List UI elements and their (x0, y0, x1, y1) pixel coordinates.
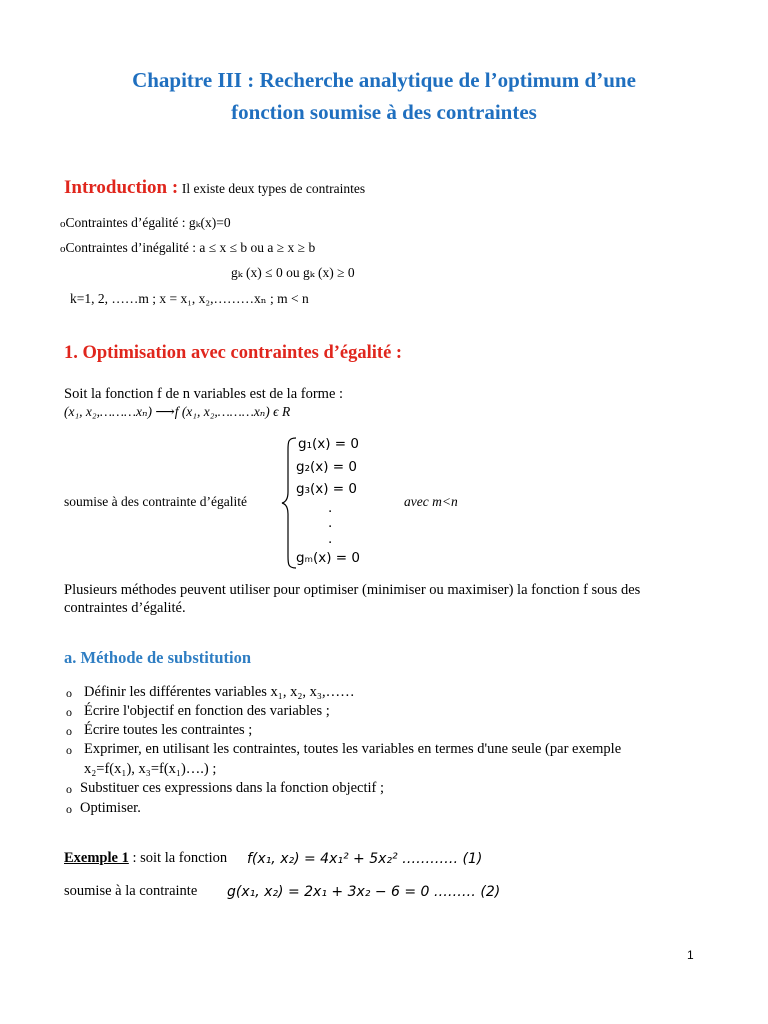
system-eq-3: g₃(x) = 0 (296, 481, 357, 497)
intro-inequality-g: gₖ (x) ≤ 0 ou gₖ (x) ≥ 0 (231, 265, 355, 280)
list-item: Définir les différentes variables x₁, x₂, x₃,…… (84, 684, 355, 700)
circle-bullet-icon: o (66, 705, 72, 719)
system-eq-2: g₂(x) = 0 (296, 459, 357, 475)
system-eq-m: gₘ(x) = 0 (296, 550, 360, 566)
list-item-continuation: x₂=f(x₁), x₃=f(x₁)….) ; (84, 761, 217, 777)
list-item: Substituer ces expressions dans la fonction objectif ; (80, 780, 385, 796)
system-eq-1: g₁(x) = 0 (298, 436, 359, 452)
section1-p1: Soit la fonction f de n variables est de la forme : (64, 386, 344, 402)
list-item: Écrire toutes les contraintes ; (84, 722, 253, 738)
example1-text: : soit la fonction (128, 850, 228, 866)
intro-text: Il existe deux types de contraintes (181, 181, 366, 196)
intro-bullet-equality: oContraintes d’égalité : gₖ(x)=0 (60, 215, 231, 230)
intro-line (64, 177, 365, 199)
example1-label: Exemple 1 (64, 850, 129, 866)
list-item: Écrire l'objectif en fonction des variables ; (84, 703, 330, 719)
example1-line (64, 850, 227, 867)
intro-bullet-inequality: oContraintes d’inégalité : a ≤ x ≤ b ou a ≥ x ≥ b (60, 240, 316, 255)
example1-constraint-text: soumise à la contrainte (64, 883, 198, 899)
circle-bullet-icon: o (66, 724, 72, 738)
system-avec: avec m<n (404, 494, 458, 509)
system-dot-3: . (328, 531, 333, 547)
system-label: soumise à des contrainte d’égalité (64, 494, 247, 509)
section1-p3-line2: contraintes d’égalité. (64, 600, 186, 616)
list-item: Optimiser. (80, 800, 141, 816)
chapter-title-line2: fonction soumise à des contraintes (231, 100, 537, 124)
circle-bullet-icon: o (66, 802, 72, 816)
subsection-a-heading: a. Méthode de substitution (64, 648, 252, 667)
list-item: Exprimer, en utilisant les contraintes, toutes les variables en termes d'une seule (par exemple (84, 741, 622, 757)
circle-bullet-icon: o (60, 243, 66, 255)
circle-bullet-icon: o (60, 218, 66, 230)
system-dot-1: . (328, 500, 333, 516)
page-number: 1 (687, 948, 694, 962)
circle-bullet-icon: o (66, 743, 72, 757)
circle-bullet-icon: o (66, 686, 72, 700)
section1-p2: (x₁, x₂,………xₙ) ⟶f (x₁, x₂,………xₙ) ϵ R (64, 404, 291, 419)
section1-heading: 1. Optimisation avec contraintes d’égalité : (64, 343, 403, 363)
circle-bullet-icon: o (66, 782, 72, 796)
intro-heading: Introduction : (64, 177, 179, 198)
example1-formula: f(x₁, x₂) = 4x₁² + 5x₂² ………… (1) (247, 851, 483, 867)
intro-indices: k=1, 2, ……m ; x = x₁, x₂,………xₙ ; m < n (70, 291, 309, 306)
system-dot-2: . (328, 515, 333, 531)
chapter-title-line1: Chapitre III : Recherche analytique de l’optimum d’une (132, 68, 636, 92)
section1-p3-line1: Plusieurs méthodes peuvent utiliser pour optimiser (minimiser ou maximiser) la fonction f sous des (64, 582, 641, 598)
example1-constraint-formula: g(x₁, x₂) = 2x₁ + 3x₂ − 6 = 0 ……… (2) (227, 884, 501, 900)
